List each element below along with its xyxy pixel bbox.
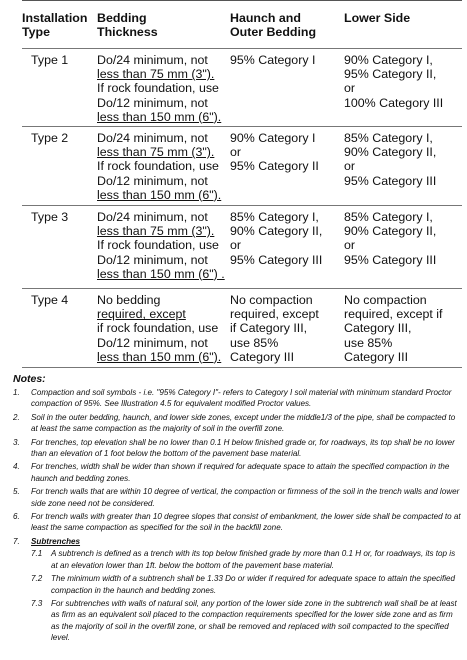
note-text: For trenches, width shall be wider than shown if required for adequate space to attain the specified compaction in the haunch and bedding zones.: [31, 462, 450, 483]
notes-section: [13, 373, 461, 646]
subnote-number: 7.3: [31, 598, 43, 608]
cell-type: Type 2: [22, 127, 97, 206]
cell-lower-side: 85% Category I, 90% Category II, or 95% Category III: [344, 127, 462, 206]
note-number: 4.: [13, 462, 20, 472]
cell-haunch: 90% Category I or 95% Category II: [230, 127, 344, 206]
header-installation-type: Installation Type: [22, 11, 88, 40]
note-text: Compaction and soil symbols - i.e. "95% Category I"- refers to Category I soil material with minimum standard Proctor compaction of 95%. See Illustration 4.5 for equivalent modified Proctor values.: [31, 388, 452, 409]
table-row: [22, 49, 462, 127]
note-number: 3.: [13, 437, 20, 447]
note-number: 5.: [13, 487, 20, 497]
note-item: [13, 461, 461, 484]
subnote-item: [13, 548, 461, 571]
subnote-text: The minimum width of a subtrench shall be 1.33 Do or wider if required for adequate space to attain the specified compaction in the haunch and bedding zones.: [51, 574, 456, 595]
header-haunch-outer-bedding: Haunch and Outer Bedding: [230, 11, 317, 40]
header-lower-side: Lower Side: [344, 11, 411, 25]
subnote-number: 7.1: [31, 549, 43, 559]
table-row: [22, 127, 462, 206]
subnote-text: For subtrenches with walls of natural soil, any portion of the lower side zone in the subtrench wall shall be at least as firm as an equivalent soil placed to the compaction requirements specified for the lower side zone and as firm as the majority of soil in the overfill zone, or shall be removed and replaced with soil compacted to the specified level.: [51, 598, 457, 643]
subnote-item: [13, 573, 461, 596]
cell-type: Type 3: [22, 206, 97, 289]
note-number: 2.: [13, 412, 20, 422]
table-row: [22, 206, 462, 289]
note-text: For trench walls that are within 10 degree of vertical, the compaction or firmness of the soil in the trench walls and lower side zone need not be considered.: [31, 487, 460, 508]
cell-haunch: No compaction required, except if Category III, use 85% Category III: [230, 289, 344, 368]
subnote-number: 7.2: [31, 574, 43, 584]
installation-type-table: [22, 2, 462, 368]
table-header-row: [22, 2, 462, 49]
cell-bedding: Do/24 minimum, not less than 75 mm (3"). If rock foundation, use Do/12 minimum, not less than 150 mm (6") .: [97, 206, 230, 289]
cell-haunch: 95% Category I: [230, 49, 344, 127]
note-text: For trench walls with greater than 10 degree slopes that consist of embankment, the lower side shall be compacted to at least the same compaction as specified for the soil in the backfill zone.: [31, 512, 461, 533]
subnote-item: [13, 598, 461, 644]
cell-bedding: Do/24 minimum, not less than 75 mm (3"). If rock foundation, use Do/12 minimum, not less than 150 mm (6").: [97, 127, 230, 206]
header-bedding-thickness: Bedding Thickness: [97, 11, 158, 40]
table-row: [22, 289, 462, 368]
note-subtrenches-heading: Subtrenches: [31, 536, 81, 546]
note-item: [13, 437, 461, 460]
cell-haunch: 85% Category I, 90% Category II, or 95% Category III: [230, 206, 344, 289]
notes-title: Notes:: [13, 373, 46, 385]
cell-lower-side: No compaction required, except if Category III, use 85% Category III: [344, 289, 462, 368]
note-item: [13, 412, 461, 435]
subnote-text: A subtrench is defined as a trench with its top below finished grade by more than 0.1 H or, for roadways, its top is at an elevation lower than 1ft. below the bottom of the pavement base material.: [51, 549, 456, 570]
cell-type: Type 4: [22, 289, 97, 368]
note-item: [13, 536, 461, 547]
note-text: Soil in the outer bedding, haunch, and lower side zones, except under the middle1/3 of the pipe, shall be compacted to at least the same compaction as the majority of soil in the overfill zone.: [31, 412, 456, 434]
note-text: For trenches, top elevation shall be no lower than 0.1 H below finished grade or, for roadways, its top shall be no lower than an elevation of 1 foot below the bottom of the pavement base material.: [31, 437, 455, 459]
cell-lower-side: 85% Category I, 90% Category II, or 95% Category III: [344, 206, 462, 289]
cell-type: Type 1: [22, 49, 97, 127]
note-item: [13, 486, 461, 509]
note-number: 7.: [13, 536, 20, 546]
cell-bedding: Do/24 minimum, not less than 75 mm (3"). If rock foundation, use Do/12 minimum, not less than 150 mm (6").: [97, 49, 230, 127]
note-item: [13, 387, 461, 410]
cell-lower-side: 90% Category I, 95% Category II, or 100% Category III: [344, 49, 462, 127]
note-number: 1.: [13, 388, 20, 397]
note-item: [13, 511, 461, 534]
table-top-rule: [22, 0, 462, 1]
cell-bedding: No bedding required, except if rock foundation, use Do/12 minimum, not less than 150 mm (6").: [97, 289, 230, 368]
note-number: 6.: [13, 512, 20, 522]
